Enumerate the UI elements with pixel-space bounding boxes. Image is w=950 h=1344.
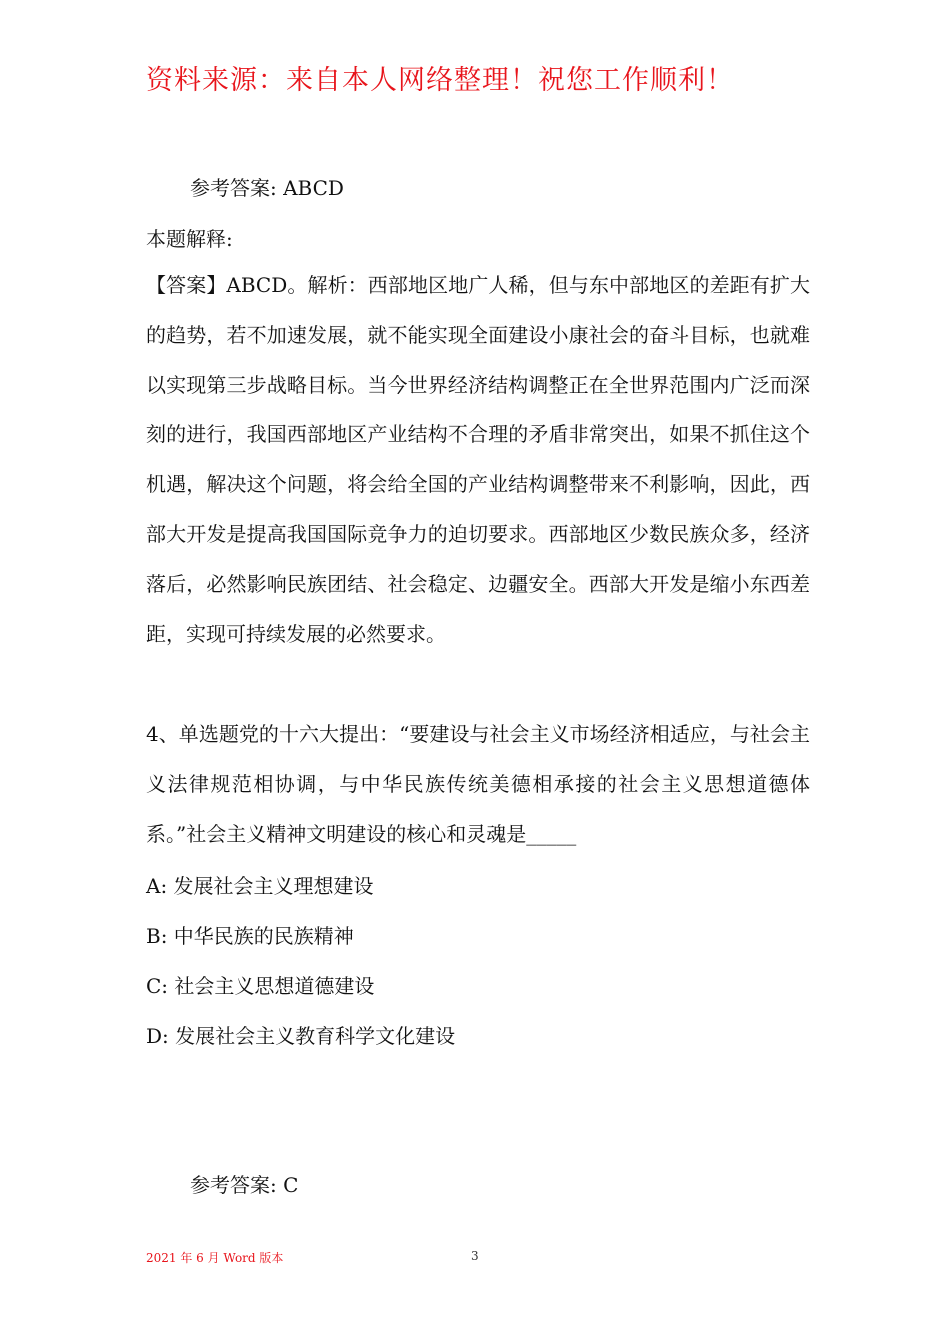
explanation-label: 本题解释: — [146, 227, 233, 251]
source-banner: 资料来源：来自本人网络整理！祝您工作顺利！ — [146, 65, 734, 96]
option-a: A: 发展社会主义理想建设 — [146, 874, 374, 898]
option-c: C: 社会主义思想道德建设 — [146, 974, 375, 998]
option-b: B: 中华民族的民族精神 — [146, 924, 354, 948]
reference-answer-question: 参考答案: C — [190, 1173, 299, 1197]
option-d: D: 发展社会主义教育科学文化建设 — [146, 1024, 456, 1048]
explanation-text: 【答案】ABCD。解析：西部地区地广人稀，但与东中部地区的差距有扩大的趋势，若不加速发展，就不能实现全面建设小康社会的奋斗目标，也就难以实现第三步战略目标。当今世界经济结构调整正在全世界范围内广泛而深刻的进行，我国西部地区产业结构不合理的矛盾非常突出，如果不抓住这个机遇，解决这个问题，将会给全国的产业结构调整带来不利影响，因此，西部大开发是提高我国国际竞争力的迫切要求。西部地区少数民族众多，经济落后，必然影响民族团结、社会稳定、边疆安全。西部大开发是缩小东西差距，实现可持续发展的必然要求。 — [146, 273, 810, 646]
page-number: 3 — [471, 1249, 479, 1263]
reference-answer-prev: 参考答案: ABCD — [190, 176, 344, 200]
footer-version: 2021 年 6 月 Word 版本 — [146, 1251, 284, 1265]
question-text: 4、单选题党的十六大提出：“要建设与社会主义市场经济相适应，与社会主义法律规范相协调，与中华民族传统美德相承接的社会主义思想道德体系。”社会主义精神文明建设的核心和灵魂是_____ — [146, 722, 810, 846]
